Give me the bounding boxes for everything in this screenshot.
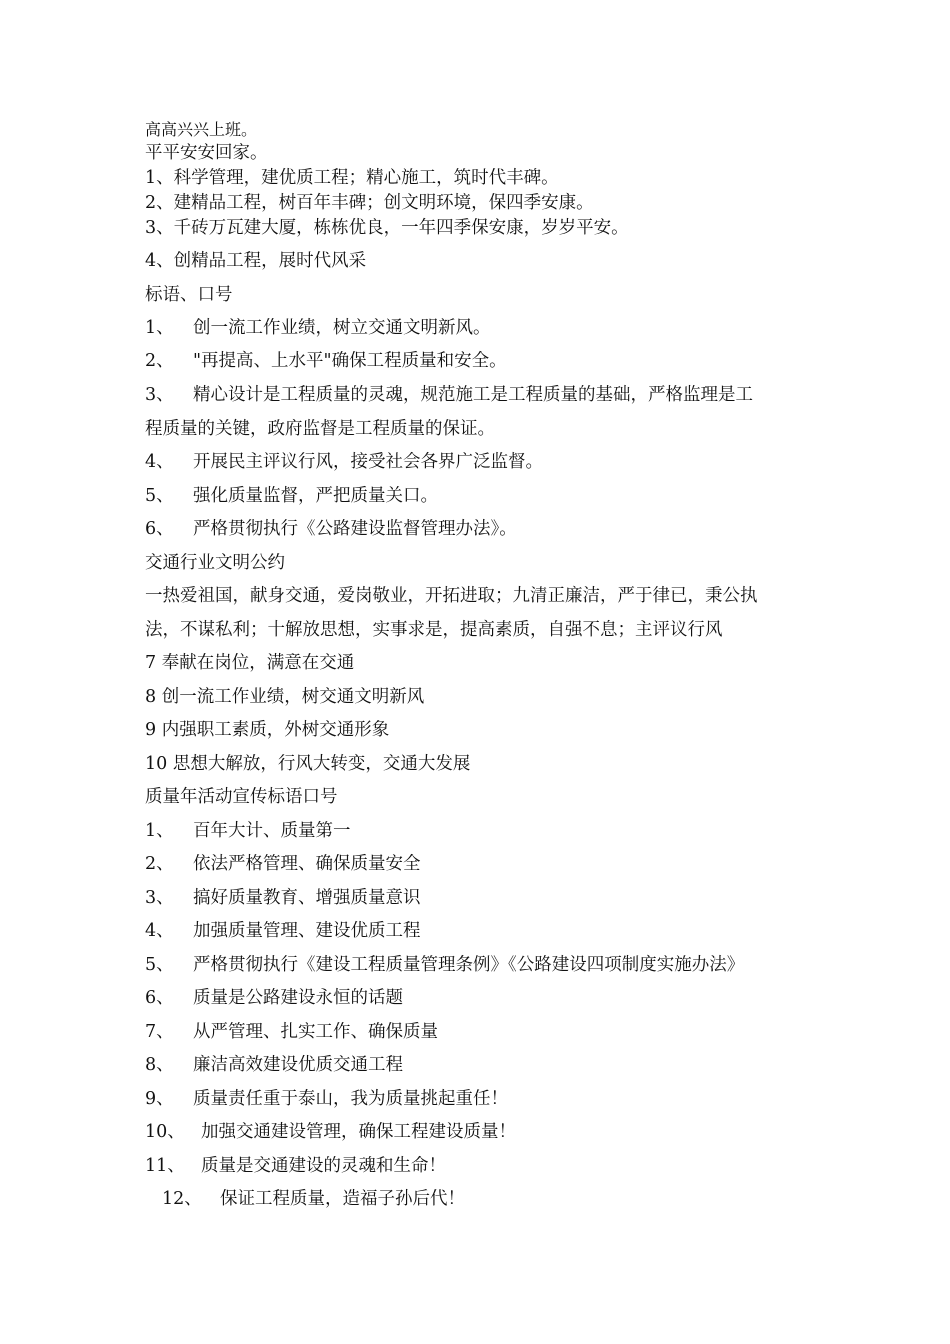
list-item-continuation: 程质量的关键，政府监督是工程质量的保证。	[145, 419, 495, 439]
list-item: 1、 创一流工作业绩，树立交通文明新风。	[145, 318, 491, 338]
list-item: 4、 开展民主评议行风，接受社会各界广泛监督。	[145, 452, 543, 472]
list-item: 3、 精心设计是工程质量的灵魂，规范施工是工程质量的基础，严格监理是工	[145, 385, 753, 405]
section-title-convention: 交通行业文明公约	[145, 553, 285, 573]
convention-line: 10 思想大解放，行风大转变，交通大发展	[145, 754, 471, 774]
list-item: 1、 百年大计、质量第一	[145, 821, 351, 841]
convention-line: 9 内强职工素质，外树交通形象	[145, 720, 390, 740]
list-item: 2、 依法严格管理、确保质量安全	[145, 854, 421, 874]
list-item: 3、 搞好质量教育、增强质量意识	[145, 888, 421, 908]
line-1: 高高兴兴上班。	[145, 120, 258, 139]
convention-line: 一热爱祖国，献身交通，爱岗敬业，开拓进取；九清正廉洁，严于律已，秉公执	[145, 586, 758, 606]
list-item: 2、 "再提高、上水平"确保工程质量和安全。	[145, 351, 507, 371]
list-item: 10、 加强交通建设管理，确保工程建设质量！	[145, 1122, 516, 1142]
convention-line: 8 创一流工作业绩，树交通文明新风	[145, 687, 425, 707]
list-item: 4、 加强质量管理、建设优质工程	[145, 921, 421, 941]
list-item: 11、 质量是交通建设的灵魂和生命！	[145, 1156, 446, 1176]
line-4: 2、建精品工程，树百年丰碑；创文明环境，保四季安康。	[145, 193, 594, 213]
convention-line: 法，不谋私利；十解放思想，实事求是，提高素质，自强不息；主评议行风	[145, 620, 723, 640]
convention-line: 7 奉献在岗位，满意在交通	[145, 653, 355, 673]
list-item: 5、 严格贯彻执行《建设工程质量管理条例》《公路建设四项制度实施办法》	[145, 955, 745, 975]
list-item: 6、 严格贯彻执行《公路建设监督管理办法》。	[145, 519, 517, 539]
line-5: 3、千砖万瓦建大厦，栋栋优良，一年四季保安康，岁岁平安。	[145, 218, 629, 238]
list-item: 12、 保证工程质量，造福子孙后代！	[162, 1189, 465, 1209]
list-item: 5、 强化质量监督，严把质量关口。	[145, 486, 438, 506]
line-6: 4、创精品工程，展时代风采	[145, 251, 367, 271]
line-3: 1、科学管理，建优质工程；精心施工，筑时代丰碑。	[145, 168, 559, 188]
list-item: 6、 质量是公路建设永恒的话题	[145, 988, 403, 1008]
line-2: 平平安安回家。	[145, 143, 268, 163]
list-item: 9、 质量责任重于泰山，我为质量挑起重任！	[145, 1089, 508, 1109]
list-item: 7、 从严管理、扎实工作、确保质量	[145, 1022, 438, 1042]
list-item: 8、 廉洁高效建设优质交通工程	[145, 1055, 403, 1075]
section-title-quality: 质量年活动宣传标语口号	[145, 787, 338, 807]
section-title-slogans: 标语、口号	[145, 285, 233, 305]
